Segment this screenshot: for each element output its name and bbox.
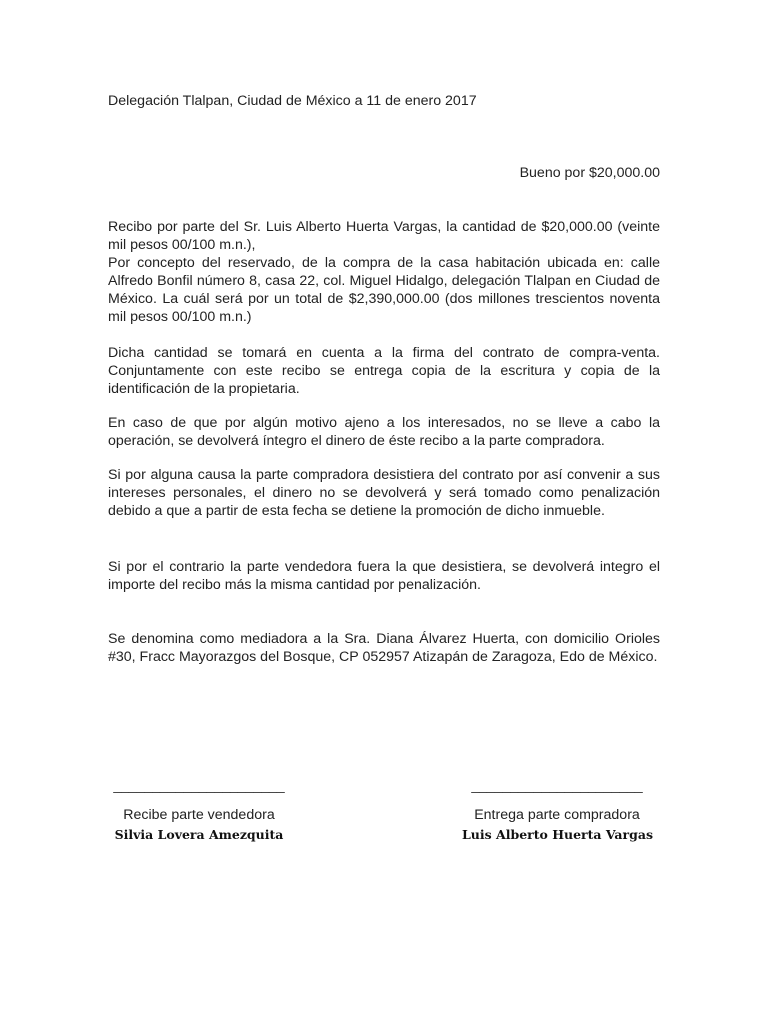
signature-line: ______________________ bbox=[113, 777, 285, 793]
dateline: Delegación Tlalpan, Ciudad de México a 11 de enero 2017 bbox=[108, 93, 477, 109]
signature-name: Luis Alberto Huerta Vargas bbox=[462, 827, 653, 842]
paragraph-receipt: Recibo por parte del Sr. Luis Alberto Huerta Vargas, la cantidad de $20,000.00 (veinte mil pesos 00/100 m.n.), Por concepto del reservado, de la compra de la casa habitación ubicada en: calle Alfredo Bonfil número 8, casa 22, col. Miguel Hidalgo, delegación Tlalpan en Ciudad de México. La cuál será por un total de $2,390,000.00 (dos millones trescientos noventa mil pesos 00/100 m.n.) bbox=[108, 219, 660, 325]
signature-block-buyer bbox=[462, 776, 652, 843]
signature-role: Recibe parte vendedora bbox=[123, 807, 275, 823]
paragraph-refund: En caso de que por algún motivo ajeno a los interesados, no se lleve a cabo la operación, se devolverá íntegro el dinero de éste recibo a la parte compradora. bbox=[108, 415, 660, 449]
signature-role: Entrega parte compradora bbox=[474, 807, 640, 823]
paragraph-mediator: Se denomina como mediadora a la Sra. Diana Álvarez Huerta, con domicilio Orioles #30, Fracc Mayorazgos del Bosque, CP 052957 Atizapán de Zaragoza, Edo de México. bbox=[108, 631, 660, 665]
signature-line: ______________________ bbox=[471, 777, 643, 793]
paragraph-buyer-withdrawal: Si por alguna causa la parte compradora desistiera del contrato por así convenir a sus intereses personales, el dinero no se devolverá y será tomado como penalización debido a que a partir de esta fecha se detiene la promoción de dicho inmueble. bbox=[108, 467, 660, 519]
signature-block-seller bbox=[104, 776, 294, 843]
paragraph-seller-withdrawal: Si por el contrario la parte vendedora fuera la que desistiera, se devolverá integro el importe del recibo más la misma cantidad por penalización. bbox=[108, 559, 660, 593]
paragraph-contract: Dicha cantidad se tomará en cuenta a la firma del contrato de compra-venta. Conjuntamente con este recibo se entrega copia de la escritura y copia de la identificación de la propietaria. bbox=[108, 345, 660, 397]
bueno-por-amount: Bueno por $20,000.00 bbox=[519, 165, 660, 181]
signature-name: Silvia Lovera Amezquita bbox=[114, 827, 284, 842]
